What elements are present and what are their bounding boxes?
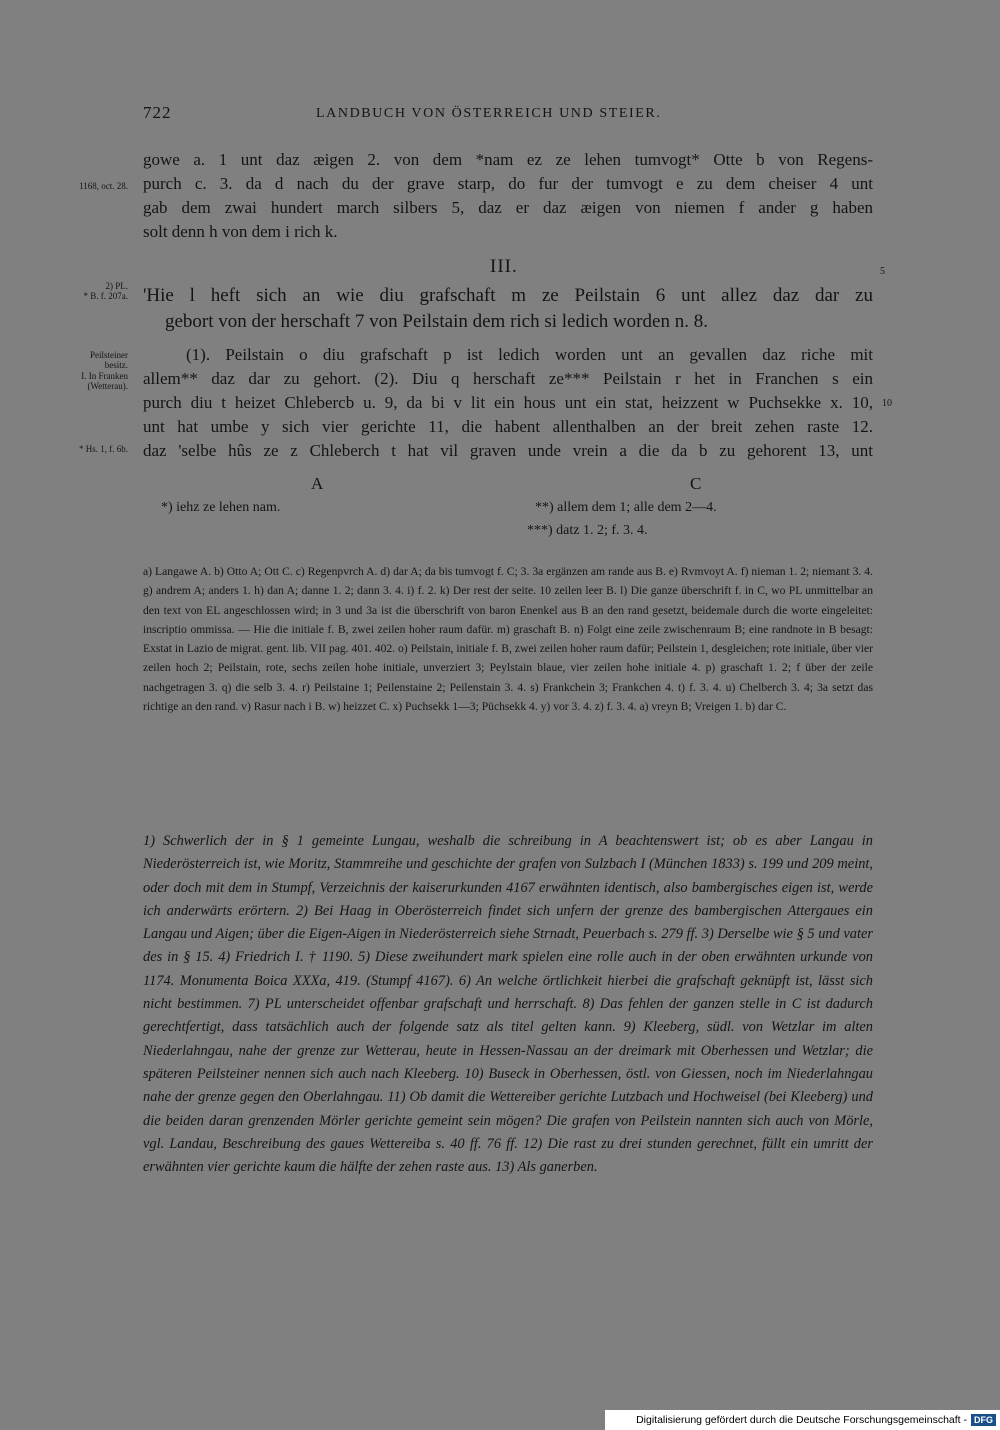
text-line: daz 'selbe hûs ze z Chleberch t hat vil graven unde vrein a die da b zu gehorent 13, unt — [143, 441, 873, 460]
text-line: unt hat umbe y sich vier gerichte 11, die habent allenthalben an der breit zehen raste 12. — [143, 417, 873, 436]
margin-date: 1168, oct. 28. — [79, 181, 128, 191]
variant-note-c2: ***) datz 1. 2; f. 3. 4. — [527, 523, 648, 538]
margin-franken: I. In Franken — [81, 371, 128, 381]
text-line: gab dem zwai hundert march silbers 5, daz er daz æigen von niemen f ander g haben — [143, 198, 873, 217]
line-number: 10 — [882, 398, 892, 409]
digitization-footer — [605, 1410, 1000, 1430]
text-line: gowe a. 1 unt daz æigen 2. von dem *nam ez ze lehen tumvogt* Otte b von Regens- — [143, 150, 873, 169]
margin-hs: * Hs. 1, f. 6b. — [79, 444, 128, 454]
variant-column-c: C — [690, 474, 702, 493]
text-line: purch diu t heizet Chlebercb u. 9, da bi v lit ein hous unt ein stat, heizzent w Puchsekke x. 10, — [143, 393, 873, 412]
footnotes-text: 1) Schwerlich der in § 1 gemeinte Lungau, weshalb die schreibung in A beachtenswert ist; ob es aber Langau in Niederösterreich ist, wie Moritz, Stammreihe und geschichte der grafen von Sulzbach I (München 1833) s. 199 und 209 meint, oder doch mit dem in Stumpf, Verzeichnis der kaiserurkunden 4167 erwähnten identisch, also bambergisches eigen ist, werde ich anderwärts erörtern. 2) Bei Haag in Oberösterreich findet sich unfern der grenze des bambergischen Attergaues ein Langau und Aigen; über die Eigen-Aigen in Niederösterreich siehe Strnadt, Peuerbach s. 279 ff. 3) Derselbe wie § 5 und vater des in § 15. 4) Friedrich I. † 1190. 5) Diese zweihundert mark spielen eine rolle auch in der oben erwähnten urkunde von 1174. Monumenta Boica XXXa, 419. (Stumpf 4167). 6) An welche örtlichkeit hierbei die grafschaft geknüpft ist, lässt sich nicht bestimmen. 7) PL unterscheidet offenbar grafschaft und herrschaft. 8) Das fehlen der ganzen stelle in C ist dadurch gerechtfertigt, dass tatsächlich auch der folgende satz als titel gelten kann. 9) Kleeberg, südl. von Wetzlar im alten Niederlahngau, nahe der grenze zur Wetterau, heute in Hessen-Nassau an der dreimark mit Oberhessen und Wetzlar; die späteren Peilsteiner nennen sich auch nach Kleeberg. 10) Buseck in Oberhessen, östl. von Giessen, noch im Niederlahngau nahe der grenze gegen den Oberlahngau. 11) Ob damit die Wettereiber gerichte Lutzbach und Hochweisel (bei Kleeberg) und die beiden daran grenzenden Mörler gerichte gemeint sein mögen? Die grafen von Peilstein nannten sich auch von Mörle, vgl. Landau, Beschreibung des gaues Wettereiba s. 40 ff. 76 ff. 12) Die rast zu drei stunden gerechnet, füllt ein umritt der erwähnten vier gerichte kaum die hälfte der zehen raste aus. 13) Als ganerben. — [143, 833, 873, 1176]
margin-pl: 2) PL. — [105, 281, 128, 291]
variant-note-a: *) iehz ze lehen nam. — [161, 500, 281, 515]
page-number: 722 — [143, 103, 172, 122]
running-title: LANDBUCH VON ÖSTERREICH UND STEIER. — [316, 106, 662, 121]
text-line: solt denn h von dem i rich k. — [143, 222, 338, 241]
critical-apparatus — [143, 562, 873, 716]
text-line: allem** daz dar zu gehort. (2). Diu q herschaft ze*** Peilstain r het in Franchen s ein — [143, 369, 873, 388]
margin-besitz: besitz. — [104, 360, 128, 370]
variant-column-a: A — [311, 474, 324, 493]
text-line: (1). Peilstain o diu grafschaft p ist ledich worden unt an gevallen daz riche mit — [186, 345, 873, 364]
variant-note-c1: **) allem dem 1; alle dem 2—4. — [535, 500, 717, 515]
section-number: III. — [490, 256, 518, 277]
margin-bref: * B. f. 207a. — [83, 291, 128, 301]
footnotes — [143, 830, 873, 1179]
line-number: 5 — [880, 266, 885, 277]
apparatus-text: a) Langawe A. b) Otto A; Ott C. c) Regenpvrch A. d) dar A; da bis tumvogt f. C; 3. 3a ergänzen am rande aus B. e) Rvmvoyt A. f) nieman 1. 2; niemant 3. 4. g) andrem A; anders 1. h) dan A; danne 1. 2; dann 3. 4. i) f. 2. k) Der rest der seite. 10 zeilen leer B. l) Die ganze überschrift f. in C, wo PL unmittelbar an den text von EL angeschlossen wird; in 3 und 3a ist die überschrift von baron Enenkel aus B an den rand gesetzt, beidemale durch die worte eingeleitet: inscriptio ommissa. — Hie die initiale f. B, zwei zeilen hoher raum dafür. m) graschaft B. n) Folgt eine zeile zwischenraum B; eine randnote in B besagt: Exstat in Lazio de migrat. gent. lib. VII pag. 401. 402. o) Peilstain, initiale f. B, zwei zeilen hoher raum dafür; Peilstein 1, desgleichen; rote initiale, über vier zeilen hoch 2; Peilstain, rote, sechs zeilen hohe initiale, unverziert 3; Peylstain blaue, vier zeilen hohe initiale 4. p) graschaft 1. 2; f über der zeile nachgetragen 3. q) die selb 3. 4. r) Peilstaine 1; Peilenstaine 2; Peilenstain 3. 4. s) Frankchein 3; Frankchen 4. t) f. 3. 4. u) Chelberch 3. 4; 3a setzt das richtige an den rand. v) Rasur nach i B. w) heizzet C. x) Puchsekk 1—3; Püchsekk 4. y) vor 3. 4. z) f. 3. 4. a) vreyn B; Vreigen 1. b) dar C. — [143, 565, 873, 714]
margin-peilsteiner: Peilsteiner — [90, 350, 128, 360]
dfg-logo: DFG — [971, 1414, 996, 1426]
footer-text: Digitalisierung gefördert durch die Deutsche Forschungsgemeinschaft - — [636, 1414, 967, 1426]
section-heading-line: 'Hie l heft sich an wie diu grafschaft m ze Peilstain 6 unt allez daz dar zu — [143, 285, 873, 306]
text-line: purch c. 3. da d nach du der grave starp, do fur der tumvogt e zu dem cheiser 4 unt — [143, 174, 873, 193]
margin-wetterau: (Wetterau). — [87, 381, 128, 391]
section-heading-line: gebort von der herschaft 7 von Peilstain dem rich si ledich worden n. 8. — [165, 311, 708, 332]
